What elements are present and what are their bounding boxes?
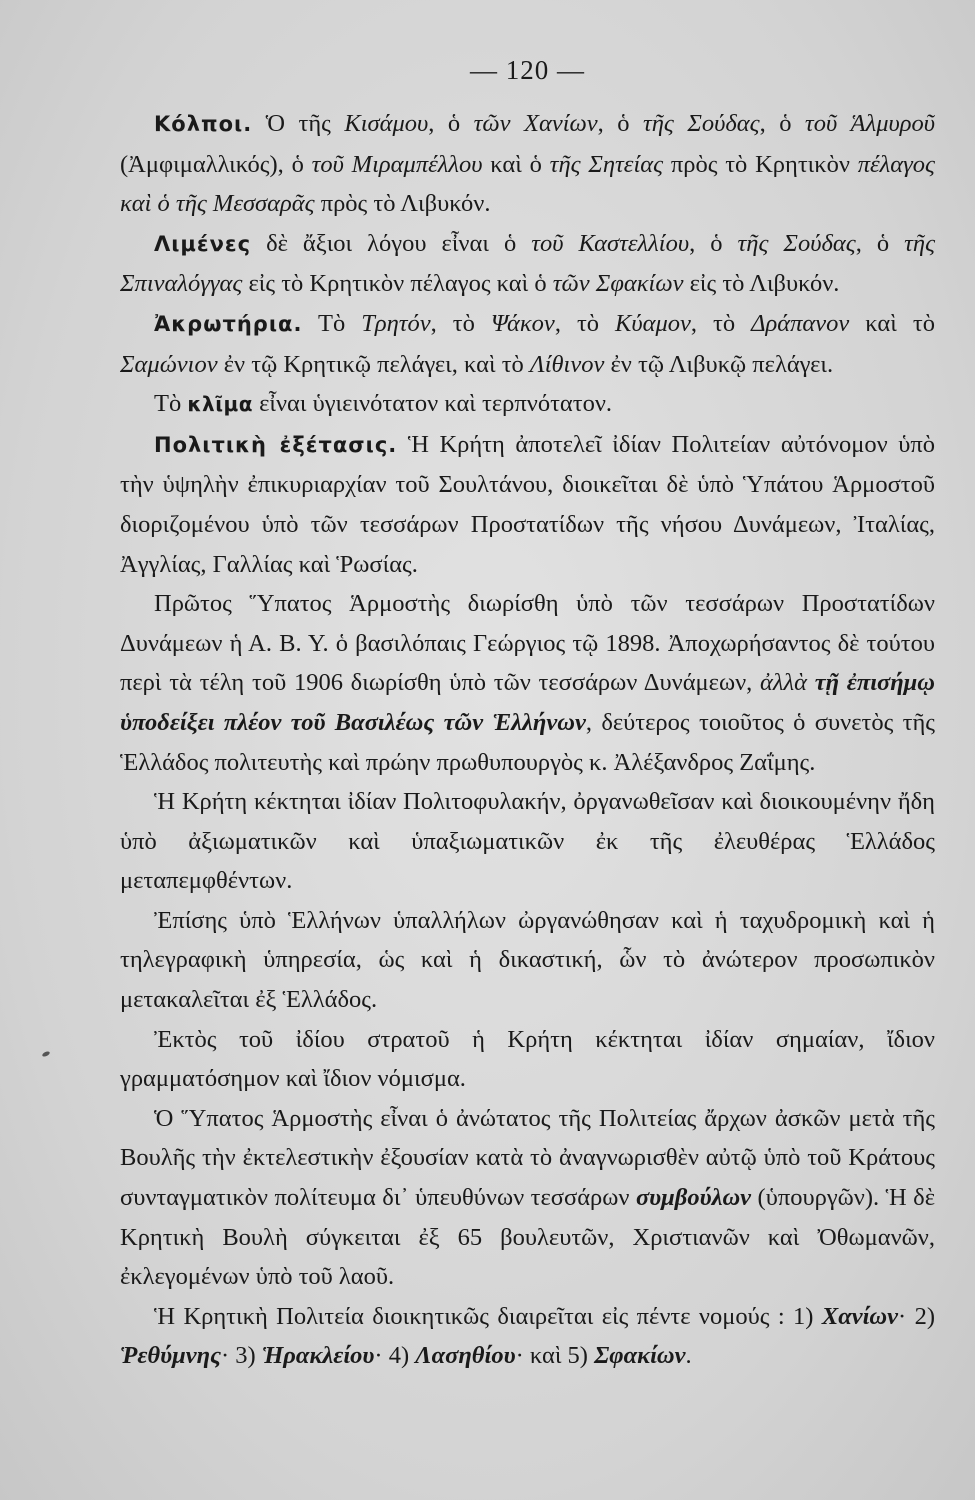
paragraph-capes bbox=[120, 304, 935, 384]
paragraph-climate bbox=[120, 384, 935, 425]
text: , ὁ bbox=[597, 110, 643, 137]
text: (Ἀμφιμαλλικός), ὁ bbox=[120, 150, 312, 178]
place-name: Τρητόν bbox=[361, 309, 431, 337]
prefecture-name: Λασηθίου bbox=[415, 1342, 516, 1370]
place-name: πέλαγος καὶ ὁ τῆς Μεσσαρᾶς bbox=[120, 150, 935, 218]
text: εἶναι ὑγιεινότατον καὶ τερπνότατον. bbox=[252, 390, 613, 418]
emphasis: ἀλλὰ bbox=[760, 669, 807, 697]
place-name: τῶν Χανίων bbox=[473, 110, 598, 137]
text: . bbox=[685, 1342, 692, 1370]
text: · 2) bbox=[898, 1302, 935, 1330]
place-name: τῆς Σπιναλόγγας bbox=[120, 229, 936, 298]
text: πρὸς τὸ Λιβυκόν. bbox=[314, 190, 491, 218]
text: Ὁ Ὕπατος Ἁρμοστὴς εἶναι ὁ ἀνώτατος τῆς Πολιτείας ἄρχων ἀσκῶν μετὰ τῆς Βουλῆς τὴν ἐκτελεστικὴν ἐξουσίαν κατὰ τὸ ἀναγνωρισθὲν αὐτῷ ὑπὸ τοῦ Κράτους συνταγματικὸν πολίτευμα δι᾽ ὑπευθύνων τεσσάρων bbox=[120, 1104, 935, 1212]
paragraph-gendarmerie: Ἡ Κρήτη κέκτηται ἰδίαν Πολιτοφυλακήν, ὀργανωθεῖσαν καὶ διοικουμένην ἤδη ὑπὸ ἀξιωματικῶν καὶ ὑπαξιωματικῶν ἐκ τῆς ἐλευθέρας Ἑλλάδος μεταπεμφθέντων. bbox=[120, 788, 935, 895]
text: καὶ ὁ bbox=[482, 150, 550, 178]
text: Τὸ bbox=[154, 390, 188, 418]
place-name: τῆς Σούδας bbox=[643, 110, 760, 137]
text: καὶ τὸ bbox=[849, 309, 935, 337]
place-name: τοῦ Μιραμπέλλου bbox=[311, 150, 483, 178]
paragraph-political bbox=[120, 425, 935, 584]
text: , τὸ bbox=[690, 309, 752, 337]
text: , ὁ bbox=[428, 110, 474, 137]
page-body bbox=[120, 104, 935, 1376]
paragraph-gulfs bbox=[120, 104, 935, 224]
text: · 3) bbox=[221, 1342, 262, 1370]
text: εἰς τὸ Κρητικὸν πέλαγος καὶ ὁ bbox=[242, 270, 553, 298]
heading-political: Πολιτικὴ ἐξέτασις. bbox=[154, 432, 398, 457]
heading-capes: Ἀκρωτήρια. bbox=[154, 311, 303, 336]
heading-harbors: Λιμένες bbox=[154, 231, 252, 256]
text: , τὸ bbox=[430, 309, 491, 337]
place-name: Λίθινον bbox=[529, 350, 605, 378]
text: εἰς τὸ Λιβυκόν. bbox=[683, 270, 840, 298]
prefecture-name: Ῥεθύμνης bbox=[120, 1342, 221, 1370]
prefecture-name: Ἡρακλείου bbox=[261, 1342, 375, 1370]
text: δὲ ἄξιοι λόγου εἶναι ὁ bbox=[251, 229, 532, 257]
place-name: τῶν Σφακίων bbox=[552, 270, 684, 298]
text: ἐν τῷ Κρητικῷ πελάγει, καὶ τὸ bbox=[217, 350, 530, 378]
ink-mark bbox=[42, 1050, 51, 1057]
prefecture-name: Σφακίων bbox=[594, 1342, 686, 1370]
text: (ὑπουργῶν). Ἡ δὲ Κρητικὴ Βουλὴ σύγκειται ἐξ 65 βουλευτῶν, Χριστιανῶν καὶ Ὀθωμανῶν, ἐκλεγομένων ὑπὸ τοῦ λαοῦ. bbox=[120, 1184, 935, 1291]
place-name: τῆς Σητείας bbox=[549, 150, 664, 178]
text: Ἡ Κρητικὴ Πολιτεία διοικητικῶς διαιρεῖται εἰς πέντε νομούς : 1) bbox=[154, 1302, 822, 1330]
place-name: τοῦ Ἁλμυροῦ bbox=[804, 110, 936, 137]
text bbox=[807, 669, 815, 696]
place-name: Κύαμον bbox=[615, 309, 691, 337]
paragraph-government bbox=[120, 1099, 935, 1297]
heading-gulfs: Κόλποι. bbox=[154, 112, 253, 136]
place-name: Ψάκον bbox=[490, 309, 555, 337]
text: ἐν τῷ Λιβυκῷ πελάγει. bbox=[604, 350, 834, 378]
text: Ἡ Κρήτη ἀποτελεῖ ἰδίαν Πολιτείαν αὐτόνομον ὑπὸ τὴν ὑψηλὴν ἐπικυριαρχίαν τοῦ Σουλτάνου, διοικεῖται δὲ ὑπὸ Ὑπάτου Ἁρμοστοῦ διοριζομένου ὑπὸ τῶν τεσσάρων Προστατίδων τῆς νήσου Δυνάμεων, Ἰταλίας, Ἀγγλίας, Γαλλίας καὶ Ῥωσίας. bbox=[120, 430, 935, 578]
place-name: τῆς Σούδας bbox=[737, 229, 856, 257]
place-name: τοῦ Καστελλίου bbox=[531, 229, 690, 257]
place-name: Κισάμου bbox=[344, 110, 429, 137]
text: , τὸ bbox=[554, 309, 616, 337]
text: , δεύτερος τοιοῦτος ὁ συνετὸς τῆς Ἑλλάδος πολιτευτὴς καὶ πρώην πρωθυπουργὸς κ. Ἀλέξανδρος Ζαΐμης. bbox=[120, 708, 936, 776]
emphasis-strong: συμβούλων bbox=[635, 1184, 752, 1212]
page-number: — 120 — bbox=[470, 55, 585, 85]
paragraph-high-commissioner bbox=[120, 584, 935, 782]
paragraph-harbors bbox=[120, 224, 935, 304]
text: Ὁ τῆς bbox=[252, 110, 345, 137]
paragraph-flag-currency: Ἐκτὸς τοῦ ἰδίου στρατοῦ ἡ Κρήτη κέκτηται ἰδίαν σημαίαν, ἴδιον γραμματόσημον καὶ ἴδιον νόμισμα. bbox=[120, 1025, 935, 1093]
text: · 4) bbox=[374, 1342, 416, 1370]
text: Πρῶτος Ὕπατος Ἁρμοστὴς διωρίσθη ὑπὸ τῶν τεσσάρων Προστατίδων Δυνάμεων ἡ Α. Β. Υ. ὁ βασιλόπαις Γεώργιος τῷ 1898. Ἀποχωρήσαντος δὲ τούτου περὶ τὰ τέλη τοῦ 1906 διωρίσθη ὑπὸ τῶν τεσσάρων Δυνάμεων, bbox=[120, 590, 935, 697]
text: Τὸ bbox=[302, 309, 362, 337]
paragraph-prefectures bbox=[120, 1297, 935, 1376]
text: , ὁ bbox=[689, 229, 738, 257]
prefecture-name: Χανίων bbox=[821, 1302, 899, 1330]
text: · καὶ 5) bbox=[515, 1342, 595, 1370]
keyword-climate: κλῖμα bbox=[187, 392, 253, 417]
text: , ὁ bbox=[855, 229, 905, 257]
place-name: Δράπανον bbox=[751, 309, 850, 337]
place-name: Σαμώνιον bbox=[120, 350, 218, 378]
paragraph-services: Ἐπίσης ὑπὸ Ἑλλήνων ὑπαλλήλων ὠργανώθησαν καὶ ἡ ταχυδρομικὴ καὶ ἡ τηλεγραφικὴ ὑπηρεσία, ὡς καὶ ἡ δικαστική, ὧν τὸ ἀνώτερον προσωπικὸν μετακαλεῖται ἐξ Ἑλλάδος. bbox=[120, 906, 935, 1014]
text: πρὸς τὸ Κρητικὸν bbox=[663, 150, 858, 178]
emphasis-strong: τῇ ἐπισήμῳ ὑποδείξει πλέον τοῦ Βασιλέως τῶν Ἑλλήνων bbox=[120, 669, 936, 736]
text: , ὁ bbox=[759, 110, 805, 137]
